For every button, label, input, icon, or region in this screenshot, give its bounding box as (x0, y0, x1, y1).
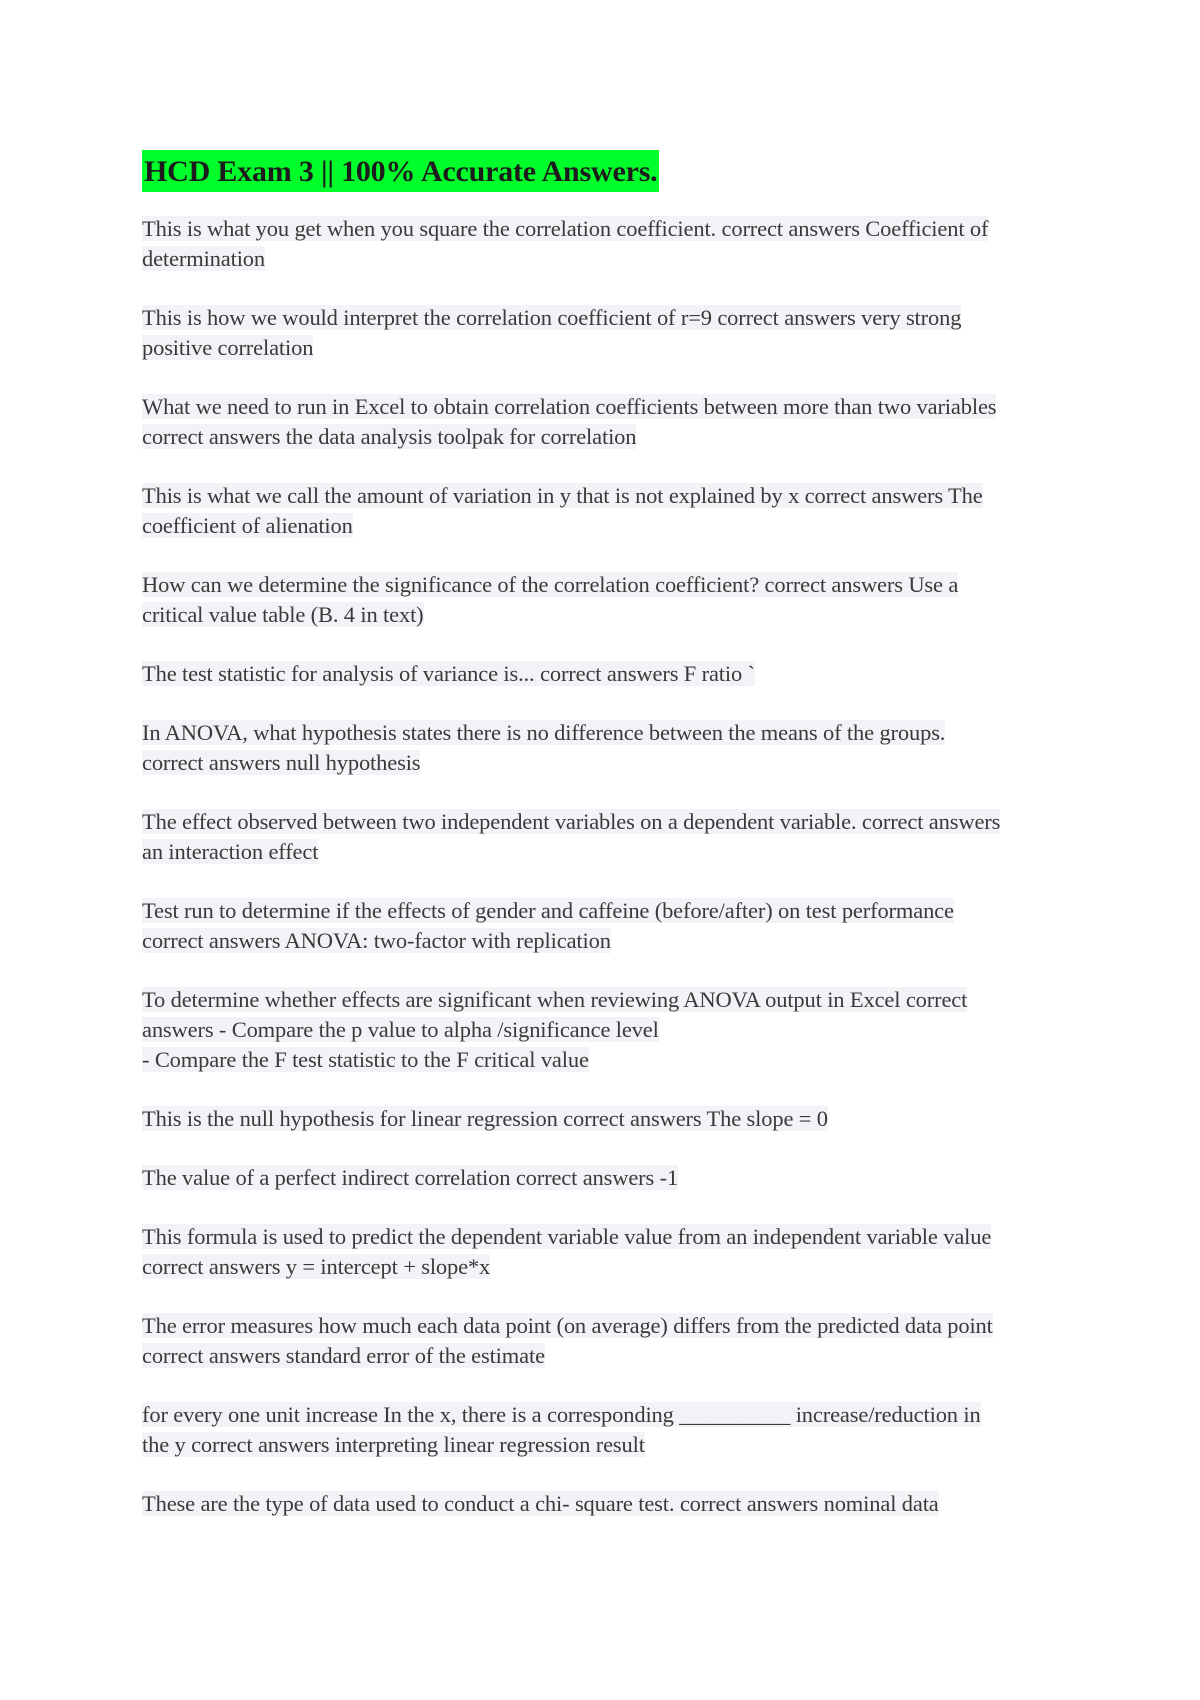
document-title: HCD Exam 3 || 100% Accurate Answers. (142, 150, 659, 192)
qa-line-text: critical value table (B. 4 in text) (142, 602, 424, 627)
qa-line (142, 837, 1062, 867)
qa-line-text: determination (142, 246, 266, 271)
qa-line-text: What we need to run in Excel to obtain correlation coefficients between more than two variables (142, 394, 997, 419)
qa-line-text: for every one unit increase In the x, there is a corresponding __________ increase/reduction in (142, 1402, 981, 1427)
qa-line (142, 659, 1062, 689)
qa-item (142, 214, 1062, 274)
qa-line (142, 1400, 1062, 1430)
qa-line (142, 1252, 1062, 1282)
qa-item (142, 718, 1062, 778)
qa-item (142, 1222, 1062, 1282)
qa-line (142, 511, 1062, 541)
qa-line-text: The test statistic for analysis of variance is... correct answers F ratio ` (142, 661, 755, 686)
qa-line (142, 748, 1062, 778)
qa-line-text: an interaction effect (142, 839, 319, 864)
qa-line-text: the y correct answers interpreting linear regression result (142, 1432, 645, 1457)
qa-line-text: This is how we would interpret the correlation coefficient of r=9 correct answers very strong (142, 305, 962, 330)
qa-item (142, 985, 1062, 1075)
qa-line (142, 600, 1062, 630)
qa-line (142, 333, 1062, 363)
qa-line (142, 1430, 1062, 1460)
qa-line (142, 926, 1062, 956)
qa-line (142, 1341, 1062, 1371)
qa-line-text: In ANOVA, what hypothesis states there is no difference between the means of the groups. (142, 720, 946, 745)
qa-line-text: coefficient of alienation (142, 513, 353, 538)
qa-line (142, 481, 1062, 511)
qa-line-text: correct answers standard error of the estimate (142, 1343, 545, 1368)
qa-line (142, 214, 1062, 244)
qa-line (142, 1015, 1062, 1045)
qa-line (142, 985, 1062, 1015)
qa-line-text: - Compare the F test statistic to the F critical value (142, 1047, 589, 1072)
qa-line (142, 718, 1062, 748)
qa-line-text: This is what you get when you square the correlation coefficient. correct answers Coefficient of (142, 216, 989, 241)
qa-item (142, 659, 1062, 689)
qa-line-text: correct answers ANOVA: two-factor with replication (142, 928, 611, 953)
qa-line-text: This formula is used to predict the dependent variable value from an independent variable value (142, 1224, 992, 1249)
qa-item (142, 1163, 1062, 1193)
qa-line (142, 1104, 1062, 1134)
qa-line (142, 1222, 1062, 1252)
qa-line-text: The value of a perfect indirect correlation correct answers -1 (142, 1165, 679, 1190)
qa-line-text: This is what we call the amount of variation in y that is not explained by x correct answers The (142, 483, 983, 508)
qa-line-text: correct answers the data analysis toolpak for correlation (142, 424, 637, 449)
qa-line-text: These are the type of data used to conduct a chi- square test. correct answers nominal data (142, 1491, 939, 1516)
qa-line (142, 422, 1062, 452)
qa-line (142, 1489, 1062, 1519)
qa-line-text: The effect observed between two independent variables on a dependent variable. correct answers (142, 809, 1001, 834)
qa-item (142, 1104, 1062, 1134)
qa-item (142, 303, 1062, 363)
qa-line (142, 244, 1062, 274)
document-page (142, 150, 1062, 1548)
qa-item (142, 807, 1062, 867)
qa-line-text: correct answers y = intercept + slope*x (142, 1254, 491, 1279)
qa-line (142, 570, 1062, 600)
qa-item (142, 1489, 1062, 1519)
qa-line (142, 1163, 1062, 1193)
qa-line (142, 392, 1062, 422)
qa-item (142, 481, 1062, 541)
qa-line-text: positive correlation (142, 335, 314, 360)
qa-item (142, 1400, 1062, 1460)
qa-line (142, 807, 1062, 837)
qa-line (142, 303, 1062, 333)
qa-line (142, 896, 1062, 926)
qa-item (142, 570, 1062, 630)
qa-item (142, 392, 1062, 452)
qa-item (142, 896, 1062, 956)
qa-line-text: The error measures how much each data point (on average) differs from the predicted data point (142, 1313, 993, 1338)
qa-line-text: To determine whether effects are significant when reviewing ANOVA output in Excel correct (142, 987, 968, 1012)
qa-item (142, 1311, 1062, 1371)
qa-line-text: This is the null hypothesis for linear regression correct answers The slope = 0 (142, 1106, 828, 1131)
qa-line-text: correct answers null hypothesis (142, 750, 421, 775)
qa-line-text: answers - Compare the p value to alpha /significance level (142, 1017, 659, 1042)
qa-line (142, 1045, 1062, 1075)
qa-line-text: Test run to determine if the effects of gender and caffeine (before/after) on test performance (142, 898, 954, 923)
qa-line (142, 1311, 1062, 1341)
qa-line-text: How can we determine the significance of the correlation coefficient? correct answers Use a (142, 572, 959, 597)
qa-list (142, 214, 1062, 1519)
